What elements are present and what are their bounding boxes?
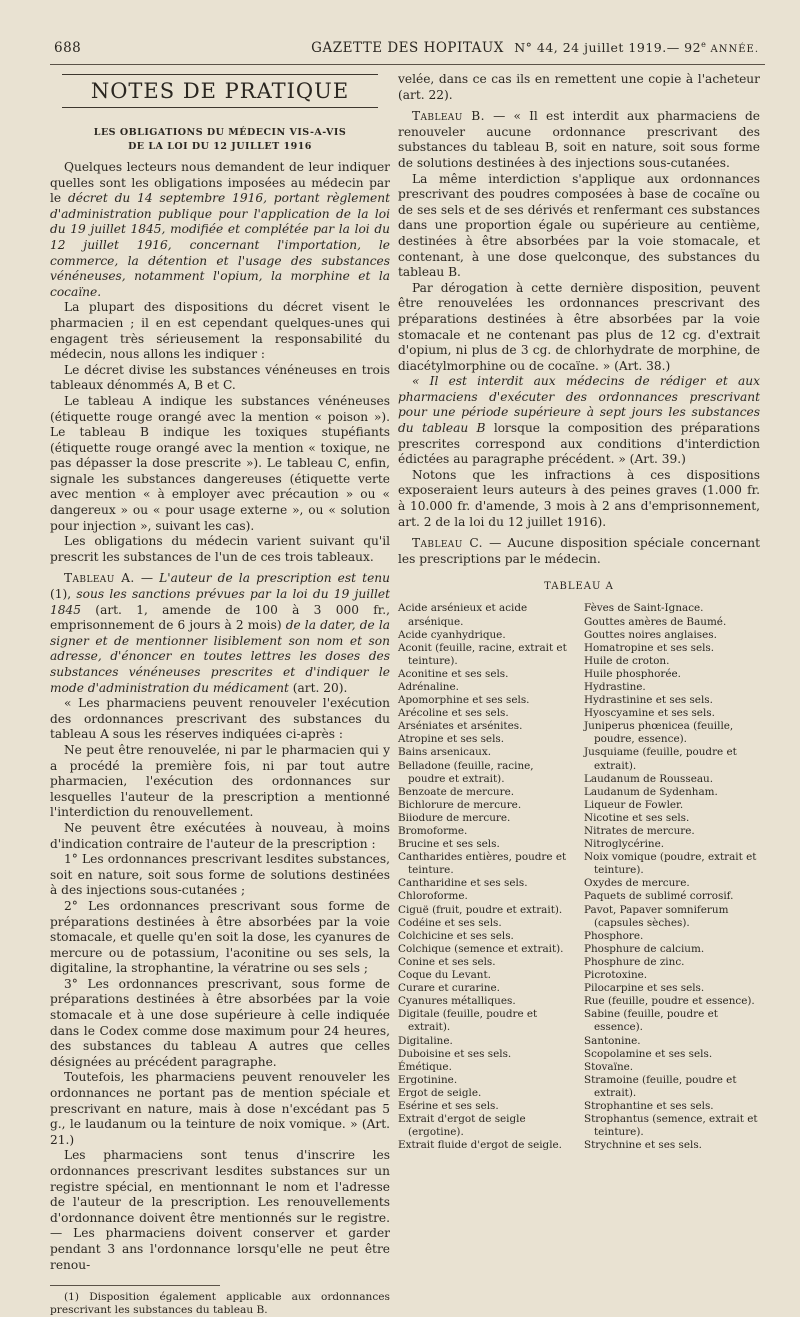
text-run: (1), xyxy=(50,587,77,602)
table-entry: Coque du Levant. xyxy=(398,969,491,982)
italic-run: sous les sanctions prévues par la loi du 19 juillet 1845 xyxy=(50,587,391,617)
table-entry: Extrait d'ergot de seigle (ergotine). xyxy=(398,1113,526,1139)
paragraph: 2° Les ordonnances prescrivant sous forme de préparations destinées à être absorbées par la voie stomacale, et quelle qu'en soit la dose, les cyanures de mercure ou de potassium, l'aconitine ou ses sels, la digitaline, la strophantine, la vératrine ou ses sels ; xyxy=(50,898,390,976)
table-entry: Cantharidine et ses sels. xyxy=(398,877,528,890)
italic-run: décret du 14 septembre 1916, portant règlement d'administration publique pour l'application de la loi du 19 juillet 1845, modifiée et complétée par la loi du 12 juillet 1916, concernant l'importation, le commerce, la détention et l'usage des substances vénéneuses, notamment l'opium, la morphine et la cocaïne. xyxy=(50,191,390,299)
table-entry: Phosphore. xyxy=(584,929,644,942)
table-entry: Strophantus (semence, extrait et teinture). xyxy=(584,1113,758,1139)
article-subhead xyxy=(50,126,390,154)
tableau-label: Tableau B. xyxy=(412,109,485,124)
table-entry: Arécoline et ses sels. xyxy=(398,707,509,720)
paragraph: « Les pharmaciens peuvent renouveler l'exécution des ordonnances prescrivant des substances du tableau A sous les réserves indiquées ci-après : xyxy=(50,696,390,742)
table-entry: Strychnine et ses sels. xyxy=(584,1139,702,1152)
journal-title: GAZETTE DES HOPITAUX xyxy=(311,40,504,56)
table-entry: Benzoate de mercure. xyxy=(398,785,515,798)
paragraph: Les obligations du médecin varient suivant qu'il prescrit les substances de l'un de ces trois tableaux. xyxy=(50,534,390,564)
table-entry: Hydrastinine et ses sels. xyxy=(584,694,713,707)
issue-sup: e xyxy=(701,40,707,49)
left-column xyxy=(50,72,390,1317)
paragraph-tableau-c xyxy=(398,536,760,567)
table-entry: Arséniates et arsénites. xyxy=(398,720,523,733)
table-entry: Biiodure de mercure. xyxy=(398,811,511,824)
table-entry: Nicotine et ses sels. xyxy=(584,811,690,824)
table-entry: Digitale (feuille, poudre et extrait). xyxy=(398,1008,538,1034)
table-entry: Acide arsénieux et acide arsénique. xyxy=(398,602,528,628)
table-entry: Cyanures métalliques. xyxy=(398,995,516,1008)
table-entry: Colchicine et ses sels. xyxy=(398,929,514,942)
table-column-1 xyxy=(398,602,574,1152)
table-entry: Nitrates de mercure. xyxy=(584,825,695,837)
table-entry: Émétique. xyxy=(398,1060,452,1073)
text-run: lorsque la composition des préparations prescrites correspond aux conditions d'interdiction édictées au paragraphe précédent. » (Art. 39.) xyxy=(398,421,761,467)
text-run: — xyxy=(134,571,160,586)
table-entry: Huile de croton. xyxy=(584,654,670,667)
table-title: TABLEAU A xyxy=(544,581,614,593)
paragraph: Les pharmaciens sont tenus d'inscrire les ordonnances prescrivant lesdites substances sur un registre spécial, en mentionnant le nom et l'adresse de l'auteur de la prescription. Les renouvellements d'ordonnance doivent être mentionnés sur le registre. — Les pharmaciens doivent conserver et garder pendant 3 ans l'ordonnance lorsqu'elle ne peut être renou- xyxy=(50,1148,390,1272)
text-run: (art. 20). xyxy=(288,680,348,695)
table-entry: Ergotinine. xyxy=(398,1073,458,1086)
table-column-2 xyxy=(584,602,760,1152)
table-entry: Picrotoxine. xyxy=(584,969,648,982)
italic-run: de la dater, de la signer et de mentionner lisiblement son nom et son adresse, d'énoncer en toutes lettres les doses des substances vénéneuses prescrites et d'indiquer le mode d'administration du médicament xyxy=(50,618,390,695)
table-entry: Laudanum de Rousseau. xyxy=(584,772,714,785)
text-run: — « Il est interdit aux pharmaciens de renouveler aucune ordonnance prescrivant des substances du tableau B, soit en nature, soit sous forme de solutions destinées à des injections sous-cutanées. xyxy=(398,109,760,170)
paragraph: La plupart des dispositions du décret visent le pharmacien ; il en est cependant quelques-unes qui engagent très sérieusement la responsabilité du médecin, nous allons les indiquer : xyxy=(50,300,390,362)
table-entry: Paquets de sublimé corrosif. xyxy=(584,890,734,903)
table-entry: Cantharides entières, poudre et teinture. xyxy=(398,851,567,877)
paragraph-tableau-b xyxy=(398,109,760,171)
table-entry: Huile phosphorée. xyxy=(584,667,681,680)
table-entry: Phosphure de calcium. xyxy=(584,942,705,955)
paragraph-tableau-a xyxy=(50,571,390,696)
table-entry: Atropine et ses sels. xyxy=(398,733,505,746)
issue-info xyxy=(514,40,759,55)
table-entry: Ciguë (fruit, poudre et extrait). xyxy=(398,903,563,916)
substance-table xyxy=(398,602,760,1152)
table-entry: Liqueur de Fowler. xyxy=(584,798,684,811)
paragraph: Ne peuvent être exécutées à nouveau, à moins d'indication contraire de l'auteur de la prescription : xyxy=(50,820,390,851)
table-entry: Hydrastine. xyxy=(584,680,646,693)
table-entry: Homatropine et ses sels. xyxy=(584,641,715,654)
paragraph xyxy=(398,374,760,468)
table-entry: Phosphure de zinc. xyxy=(584,955,685,968)
table-entry: Scopolamine et ses sels. xyxy=(584,1047,713,1060)
paragraph xyxy=(50,160,390,300)
table-entry: Santonine. xyxy=(584,1034,641,1047)
table-entry: Ergot de seigle. xyxy=(398,1086,482,1099)
table-entry: Adrénaline. xyxy=(398,680,459,693)
paragraph: Le tableau A indique les substances vénéneuses (étiquette rouge orangé avec la mention « poison »). Le tableau B indique les toxiques stupéfiants (étiquette rouge orangé avec la mention « toxique, ne pas dépasser la dose prescrite »). Le tableau C, enfin, signale les substances dangereuses (étiquette verte avec mention « à employer avec précaution » ou « dangereux » ou « pour usage externe », ou « solution pour injection », suivant les cas). xyxy=(50,393,390,533)
article-subhead-line-2: DE LA LOI DU 12 JUILLET 1916 xyxy=(128,141,312,152)
table-entry: Gouttes amères de Baumé. xyxy=(584,615,727,628)
tableau-label: Tableau A. xyxy=(64,571,135,586)
table-entry: Gouttes noires anglaises. xyxy=(584,628,717,641)
paragraph: La même interdiction s'applique aux ordonnances prescrivant des poudres composées à base de cocaïne ou de ses sels et de ses dérivés et renfermant ces substances dans une proportion égale ou supérieure au centième, destinées à être absorbées par la voie stomacale, et contenant, à une dose quelconque, des substances du tableau B. xyxy=(398,171,760,280)
section-title: NOTES DE PRATIQUE xyxy=(62,74,378,108)
italic-run: L'auteur de la prescription est tenu xyxy=(159,571,390,586)
table-entry: Curare et curarine. xyxy=(398,982,500,995)
tableau-label: Tableau C. xyxy=(412,536,483,551)
table-entry: Aconit (feuille, racine, extrait et teinture). xyxy=(398,641,567,667)
table-entry: Apomorphine et ses sels. xyxy=(398,694,530,707)
table-entry: Rue (feuille, poudre et essence). xyxy=(584,995,755,1008)
table-entry: Brucine et ses sels. xyxy=(398,838,500,851)
issue-year-label: ANNÉE. xyxy=(706,44,759,56)
article-subhead-line-1: LES OBLIGATIONS DU MÉDECIN VIS-A-VIS xyxy=(93,127,347,138)
paragraph: 3° Les ordonnances prescrivant, sous forme de préparations destinées à être absorbées par la voie stomacale et à une dose supérieure à celle indiquée dans le Codex comme dose maximum pour 24 heures, des substances du tableau A autres que celles désignées au précédent paragraphe. xyxy=(50,976,390,1069)
paragraph: 1° Les ordonnances prescrivant lesdites substances, soit en nature, soit sous forme de solutions destinées à des injections sous-cutanées ; xyxy=(50,852,390,898)
table-entry: Stramoine (feuille, poudre et extrait). xyxy=(584,1073,737,1099)
paragraph: Ne peut être renouvelée, ni par le pharmacien qui y a procédé la première fois, ni par tout autre pharmacien, l'exécution des ordonnances sur lesquelles l'auteur de la prescription a mentionné l'interdiction du renouvellement. xyxy=(50,742,390,820)
page-number: 688 xyxy=(54,40,82,56)
table-entry: Sabine (feuille, poudre et essence). xyxy=(584,1008,718,1034)
table-entry: Conine et ses sels. xyxy=(398,955,496,968)
text-run: — Aucune disposition spéciale concernant les prescriptions par le médecin. xyxy=(398,536,761,566)
table-entry: Hyoscyamine et ses sels. xyxy=(584,707,715,720)
table-entry: Jusquiame (feuille, poudre et extrait). xyxy=(584,746,737,772)
table-entry: Duboisine et ses sels. xyxy=(398,1047,512,1060)
right-column xyxy=(398,72,760,1152)
footnote: (1) Disposition également applicable aux ordonnances prescrivant les substances du tableau B. xyxy=(50,1291,390,1317)
paragraph: Toutefois, les pharmaciens peuvent renouveler les ordonnances ne portant pas de mention spéciale et prescrivant en nature, mais à dose n'excédant pas 5 g., le laudanum ou la teinture de noix vomique. » (Art. 21.) xyxy=(50,1070,390,1147)
footnote-divider xyxy=(50,1285,220,1286)
table-entry: Bains arsenicaux. xyxy=(398,746,492,759)
issue-date: N° 44, 24 juillet 1919.— 92 xyxy=(514,40,702,56)
table-entry: Codéine et ses sels. xyxy=(398,916,502,929)
table-entry: Bichlorure de mercure. xyxy=(398,798,522,811)
paragraph: Par dérogation à cette dernière disposition, peuvent être renouvelées les ordonnances prescrivant des préparations destinées à être absorbées par la voie stomacale et ne contenant pas plus de 12 cg. d'extrait d'opium, ni plus de 3 cg. de chlorhydrate de morphine, de diacétylmorphine ou de cocaïne. » (Art. 38.) xyxy=(398,280,760,373)
table-entry: Aconitine et ses sels. xyxy=(398,667,509,680)
table-entry: Oxydes de mercure. xyxy=(584,877,690,890)
table-entry: Esérine et ses sels. xyxy=(398,1099,499,1112)
table-entry: Fèves de Saint-Ignace. xyxy=(584,602,704,615)
table-entry: Stovaïne. xyxy=(584,1060,634,1073)
text-run: (art. 1, amende de 100 à 3 000 fr., emprisonnement de 6 jours à 2 mois) xyxy=(50,602,390,633)
table-entry: Nitroglycérine. xyxy=(584,838,665,851)
table-entry: Pavot, Papaver somniferum (capsules sèches). xyxy=(584,903,729,929)
paragraph: Notons que les infractions à ces dispositions exposeraient leurs auteurs à des peines graves (1.000 fr. à 10.000 fr. d'amende, 3 mois à 2 ans d'emprisonnement, art. 2 de la loi du 12 juillet 1916). xyxy=(398,467,760,529)
italic-run: « Il est interdit aux médecins de rédiger et aux pharmaciens d'exécuter des ordonnances prescrivant pour une période supérieure à sept jours les substances du tableau B xyxy=(398,374,760,436)
table-entry: Juniperus phœnicea (feuille, poudre, essence). xyxy=(584,720,734,746)
table-entry: Strophantine et ses sels. xyxy=(584,1099,714,1112)
table-entry: Bromoforme. xyxy=(398,825,468,837)
table-entry: Chloroforme. xyxy=(398,890,468,903)
page-header xyxy=(50,30,765,65)
paragraph: Le décret divise les substances vénéneuses en trois tableaux dénommés A, B et C. xyxy=(50,362,390,393)
table-entry: Colchique (semence et extrait). xyxy=(398,942,564,955)
table-entry: Acide cyanhydrique. xyxy=(398,628,506,641)
table-entry: Belladone (feuille, racine, poudre et extrait). xyxy=(398,759,534,785)
table-entry: Extrait fluide d'ergot de seigle. xyxy=(398,1139,562,1152)
text-run: Quelques lecteurs nous demandent de leur indiquer quelles sont les obligations imposées au médecin par le xyxy=(50,160,390,206)
table-entry: Noix vomique (poudre, extrait et teinture). xyxy=(584,851,757,877)
paragraph: velée, dans ce cas ils en remettent une copie à l'acheteur (art. 22). xyxy=(398,72,760,102)
table-entry: Laudanum de Sydenham. xyxy=(584,785,718,798)
table-entry: Pilocarpine et ses sels. xyxy=(584,982,705,995)
table-entry: Digitaline. xyxy=(398,1034,453,1047)
